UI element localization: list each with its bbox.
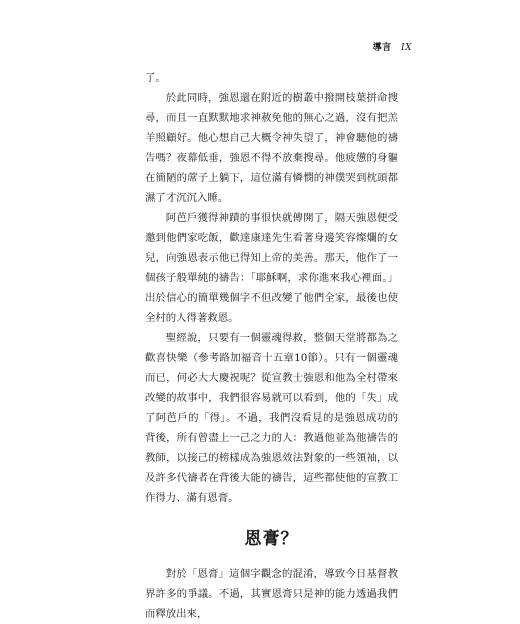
paragraph: 阿芭戶獲得神蹟的事很快就傳開了，隔天強恩便受邀到他們家吃飯，歡達康達先生看著身邊笑容燦爛的女兒，向強恩表示他已得知上帝的美善。那天，他作了一個孩子般單純的禱告：「耶穌啊，求你進來我心裡面。」出於信心的簡單幾個字不但改變了他們全家，最後也使全村的人得著救恩。 xyxy=(145,212,398,324)
running-header xyxy=(373,40,412,53)
paragraph: 了。 xyxy=(145,72,166,84)
paragraph: 聖經說，只要有一個靈魂得救，整個天堂將都為之歡喜快樂（參考路加福音十五章10節）。只有一個靈魂而已，何必大大慶祝呢？從宣教士強恩和他為全村帶來改變的故事中，我們很容易就可以看到，他的「失」成了阿芭戶的「得」。不過，我們沒看見的是強恩成功的背後，所有曾盡上一己之力的人：教過他並為他禱告的教師，以接己的榜樣成為強恩效法對象的一些領袖，以及許多代禱者在背後大能的禱告，這些都使他的宣教工作得力、滿有恩膏。 xyxy=(145,332,398,504)
page-number: IX xyxy=(401,43,412,53)
paragraph: 對於「恩膏」這個字觀念的混淆，導致今日基督教界許多的爭議。不過，其實恩膏只是神的能力透過我們而釋放出來， xyxy=(145,568,398,620)
paragraph: 於此同時，強恩還在附近的樹叢中撥開枝葉拼命搜尋，而且一直默默地求神赦免他的無心之過，沒有把羔羊照顧好。他心想自己大概令神失望了，神會聽他的禱告嗎？夜幕低垂，強恩不得不放棄搜尋。他疲憊的身軀在簡陋的蓆子上躺下，這位滿有憐憫的神僕哭到枕頭都濕了才沉沉入睡。 xyxy=(145,92,398,204)
body-text xyxy=(145,68,398,624)
section-heading: 恩膏？ xyxy=(244,529,299,549)
chapter-title: 導言 xyxy=(372,43,392,53)
